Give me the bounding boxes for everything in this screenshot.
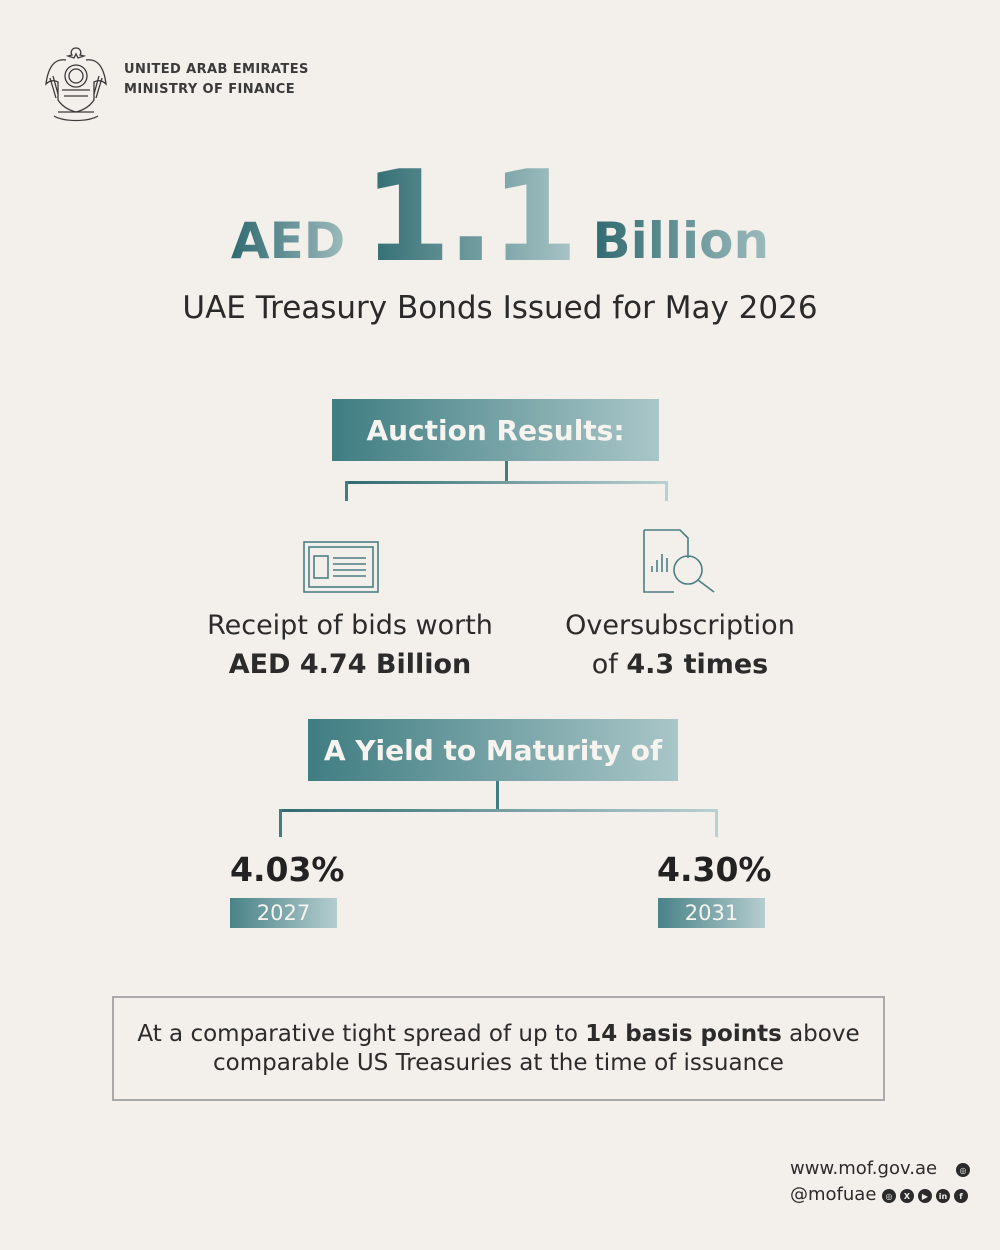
year-tag-2027: 2027 <box>230 898 337 928</box>
headline <box>0 143 1000 290</box>
spread-note <box>112 996 885 1101</box>
connector-line <box>665 481 668 501</box>
instagram-icon[interactable]: ◎ <box>882 1189 896 1203</box>
web-icon[interactable]: ◎ <box>956 1163 970 1177</box>
certificate-icon <box>302 540 380 594</box>
bids-value: AED 4.74 Billion <box>228 649 472 680</box>
note-text-before: At a comparative tight spread of up to <box>137 1020 578 1047</box>
oversubscription-label: Oversubscription <box>565 610 795 641</box>
year-tag-2031: 2031 <box>658 898 765 928</box>
auction-results-banner: Auction Results: <box>332 399 659 461</box>
connector-line <box>279 809 718 812</box>
note-line2: comparable US Treasuries at the time of issuance <box>213 1049 784 1076</box>
connector-line <box>345 481 348 501</box>
ministry-name <box>124 60 309 100</box>
yield-value-2027: 4.03% <box>230 850 345 889</box>
ministry-label: MINISTRY OF FINANCE <box>124 82 295 97</box>
youtube-icon[interactable]: ▶ <box>918 1189 932 1203</box>
linkedin-icon[interactable]: in <box>936 1189 950 1203</box>
oversubscription-prefix: of <box>591 649 618 680</box>
yield-banner: A Yield to Maturity of <box>308 719 678 781</box>
headline-unit: Billion <box>592 212 770 270</box>
note-text-after: above <box>789 1020 860 1047</box>
oversubscription-stat <box>520 606 840 684</box>
connector-line <box>345 481 668 484</box>
website-link[interactable]: www.mof.gov.ae <box>790 1158 938 1179</box>
headline-currency: AED <box>230 212 346 270</box>
uae-emblem-logo <box>44 44 108 126</box>
x-icon[interactable]: X <box>900 1189 914 1203</box>
report-magnifier-icon <box>640 528 718 594</box>
headline-amount: 1.1 <box>363 143 575 290</box>
connector-line <box>279 809 282 837</box>
connector-line <box>505 461 508 483</box>
yield-value-2031: 4.30% <box>657 850 772 889</box>
facebook-icon[interactable]: f <box>954 1189 968 1203</box>
social-handle: @mofuae <box>790 1184 877 1205</box>
bids-label: Receipt of bids worth <box>207 610 493 641</box>
connector-line <box>496 781 499 811</box>
bids-stat <box>190 606 510 684</box>
headline-subtitle: UAE Treasury Bonds Issued for May 2026 <box>182 290 818 326</box>
note-highlight: 14 basis points <box>585 1020 782 1047</box>
connector-line <box>715 809 718 837</box>
country-label: UNITED ARAB EMIRATES <box>124 62 309 77</box>
oversubscription-value: 4.3 times <box>626 649 769 680</box>
